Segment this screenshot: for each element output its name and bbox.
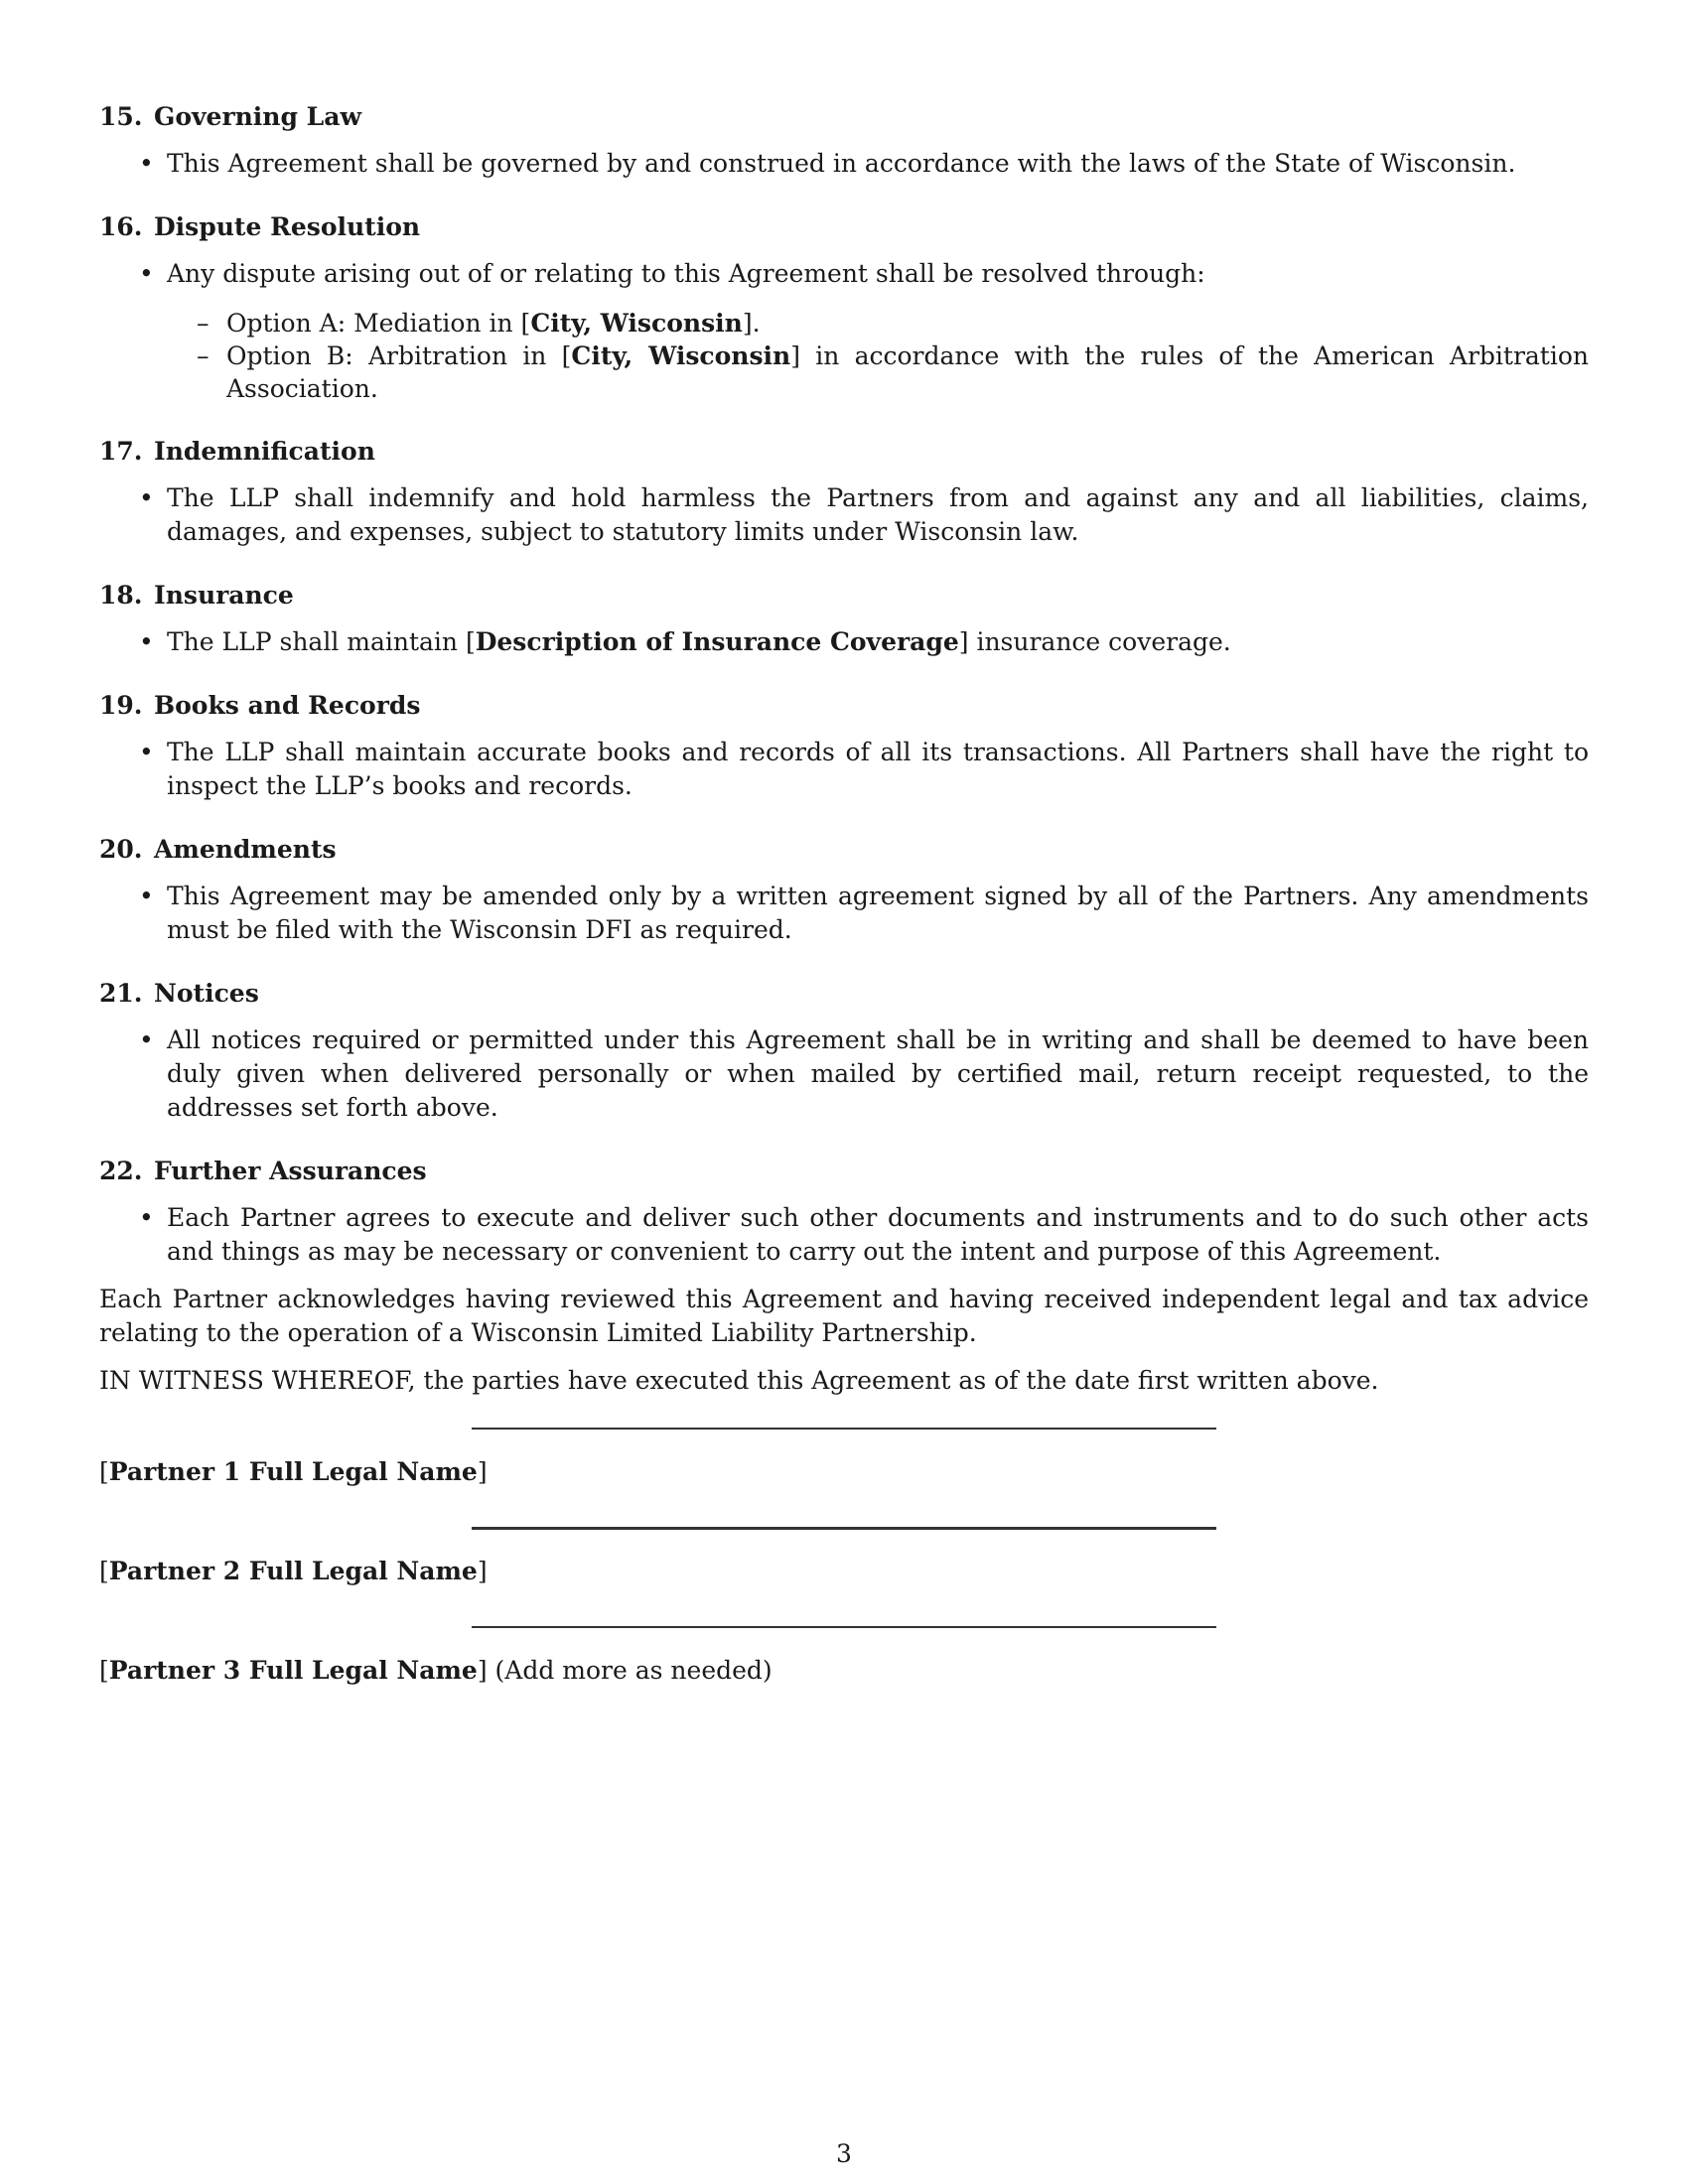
bullet-item <box>99 625 1589 659</box>
section-title: Insurance <box>154 581 294 610</box>
option-b-item <box>167 340 1589 405</box>
option-text: ] in accordance with the rules of the American Arbitration Association. <box>226 341 1589 403</box>
section-heading <box>99 686 1589 726</box>
section-heading <box>99 1152 1589 1191</box>
section-number: 18. <box>99 581 143 610</box>
bullet-item: • This Agreement may be amended only by a written agreement signed by all of the Partners. Any amendments must be filed with the Wisconsin DFI as required. <box>99 880 1589 947</box>
bullet-item: • The LLP shall indemnify and hold harmless the Partners from and against any and all liabilities, claims, damages, and expenses, subject to statutory limits under Wisconsin law. <box>99 481 1589 549</box>
signature-line[interactable] <box>472 1428 1216 1430</box>
placeholder-city: City, Wisconsin <box>530 309 743 338</box>
section-number: 19. <box>99 691 143 720</box>
witness-paragraph: IN WITNESS WHEREOF, the parties have executed this Agreement as of the date first written above. <box>99 1366 1379 1395</box>
bullet-item <box>99 257 1589 405</box>
section-title: Amendments <box>154 835 337 864</box>
bullet-item: • Each Partner agrees to execute and deliver such other documents and instruments and to do such other acts and things as may be necessary or convenient to carry out the intent and purpose of this Agreement. <box>99 1201 1589 1269</box>
partner-name-placeholder: Partner 2 Full Legal Name <box>108 1557 478 1585</box>
section-number: 21. <box>99 979 143 1008</box>
section-heading <box>99 97 1589 137</box>
signature-block-partner-1 <box>99 1428 1589 1527</box>
section-heading <box>99 432 1589 472</box>
bullet-text: ] insurance coverage. <box>958 627 1231 656</box>
partner-name-placeholder: Partner 3 Full Legal Name <box>108 1656 478 1685</box>
signature-block-partner-2 <box>99 1527 1589 1626</box>
bullet-text: The LLP shall maintain [ <box>167 627 476 656</box>
section-title: Books and Records <box>154 691 421 720</box>
section-governing-law <box>99 97 1589 181</box>
page-number: 3 <box>836 2139 852 2168</box>
signature-line[interactable] <box>472 1527 1216 1530</box>
option-text: ]. <box>742 309 761 338</box>
section-number: 17. <box>99 437 143 466</box>
bullet-text: Any dispute arising out of or relating to this Agreement shall be resolved through: <box>167 259 1205 288</box>
section-number: 20. <box>99 835 143 864</box>
signature-block-partner-3 <box>99 1626 1589 1725</box>
bullet-item: • All notices required or permitted under this Agreement shall be in writing and shall be deemed to have been duly given when delivered personally or when mailed by certified mail, return receipt requested, to the addresses set forth above. <box>99 1024 1589 1125</box>
section-heading <box>99 576 1589 615</box>
placeholder-city: City, Wisconsin <box>571 341 791 370</box>
add-more-note: (Add more as needed) <box>487 1656 773 1685</box>
section-heading <box>99 830 1589 870</box>
section-title: Notices <box>154 979 259 1008</box>
section-notices <box>99 974 1589 1125</box>
section-title: Governing Law <box>154 102 361 131</box>
option-text: Option B: Arbitration in [ <box>226 341 572 370</box>
acknowledgement-paragraph: Each Partner acknowledges having reviewed this Agreement and having received independent legal and tax advice relating to the operation of a Wisconsin Limited Liability Partnership. <box>99 1285 1589 1347</box>
signature-name: [Partner 1 Full Legal Name] <box>99 1457 488 1486</box>
signature-line[interactable] <box>472 1626 1216 1628</box>
section-dispute-resolution <box>99 207 1589 405</box>
section-insurance <box>99 576 1589 659</box>
signature-name: [Partner 2 Full Legal Name] <box>99 1557 488 1585</box>
section-amendments <box>99 830 1589 947</box>
section-indemnification <box>99 432 1589 549</box>
section-number: 22. <box>99 1157 143 1185</box>
signature-name: [Partner 3 Full Legal Name] (Add more as needed) <box>99 1656 773 1685</box>
section-number: 15. <box>99 102 143 131</box>
section-title: Dispute Resolution <box>154 212 421 241</box>
section-further-assurances <box>99 1152 1589 1269</box>
option-text: Option A: Mediation in [ <box>226 309 531 338</box>
section-title: Indemnification <box>154 437 375 466</box>
section-heading <box>99 207 1589 247</box>
option-a-item <box>167 307 1589 340</box>
partner-name-placeholder: Partner 1 Full Legal Name <box>108 1457 478 1486</box>
section-number: 16. <box>99 212 143 241</box>
placeholder-insurance: Description of Insurance Coverage <box>475 627 959 656</box>
section-books-records <box>99 686 1589 803</box>
section-heading <box>99 974 1589 1014</box>
bullet-item: • This Agreement shall be governed by and construed in accordance with the laws of the State of Wisconsin. <box>99 147 1589 181</box>
document-page <box>99 97 1589 1725</box>
bullet-item: • The LLP shall maintain accurate books and records of all its transactions. All Partners shall have the right to inspect the LLP’s books and records. <box>99 736 1589 803</box>
section-title: Further Assurances <box>154 1157 427 1185</box>
